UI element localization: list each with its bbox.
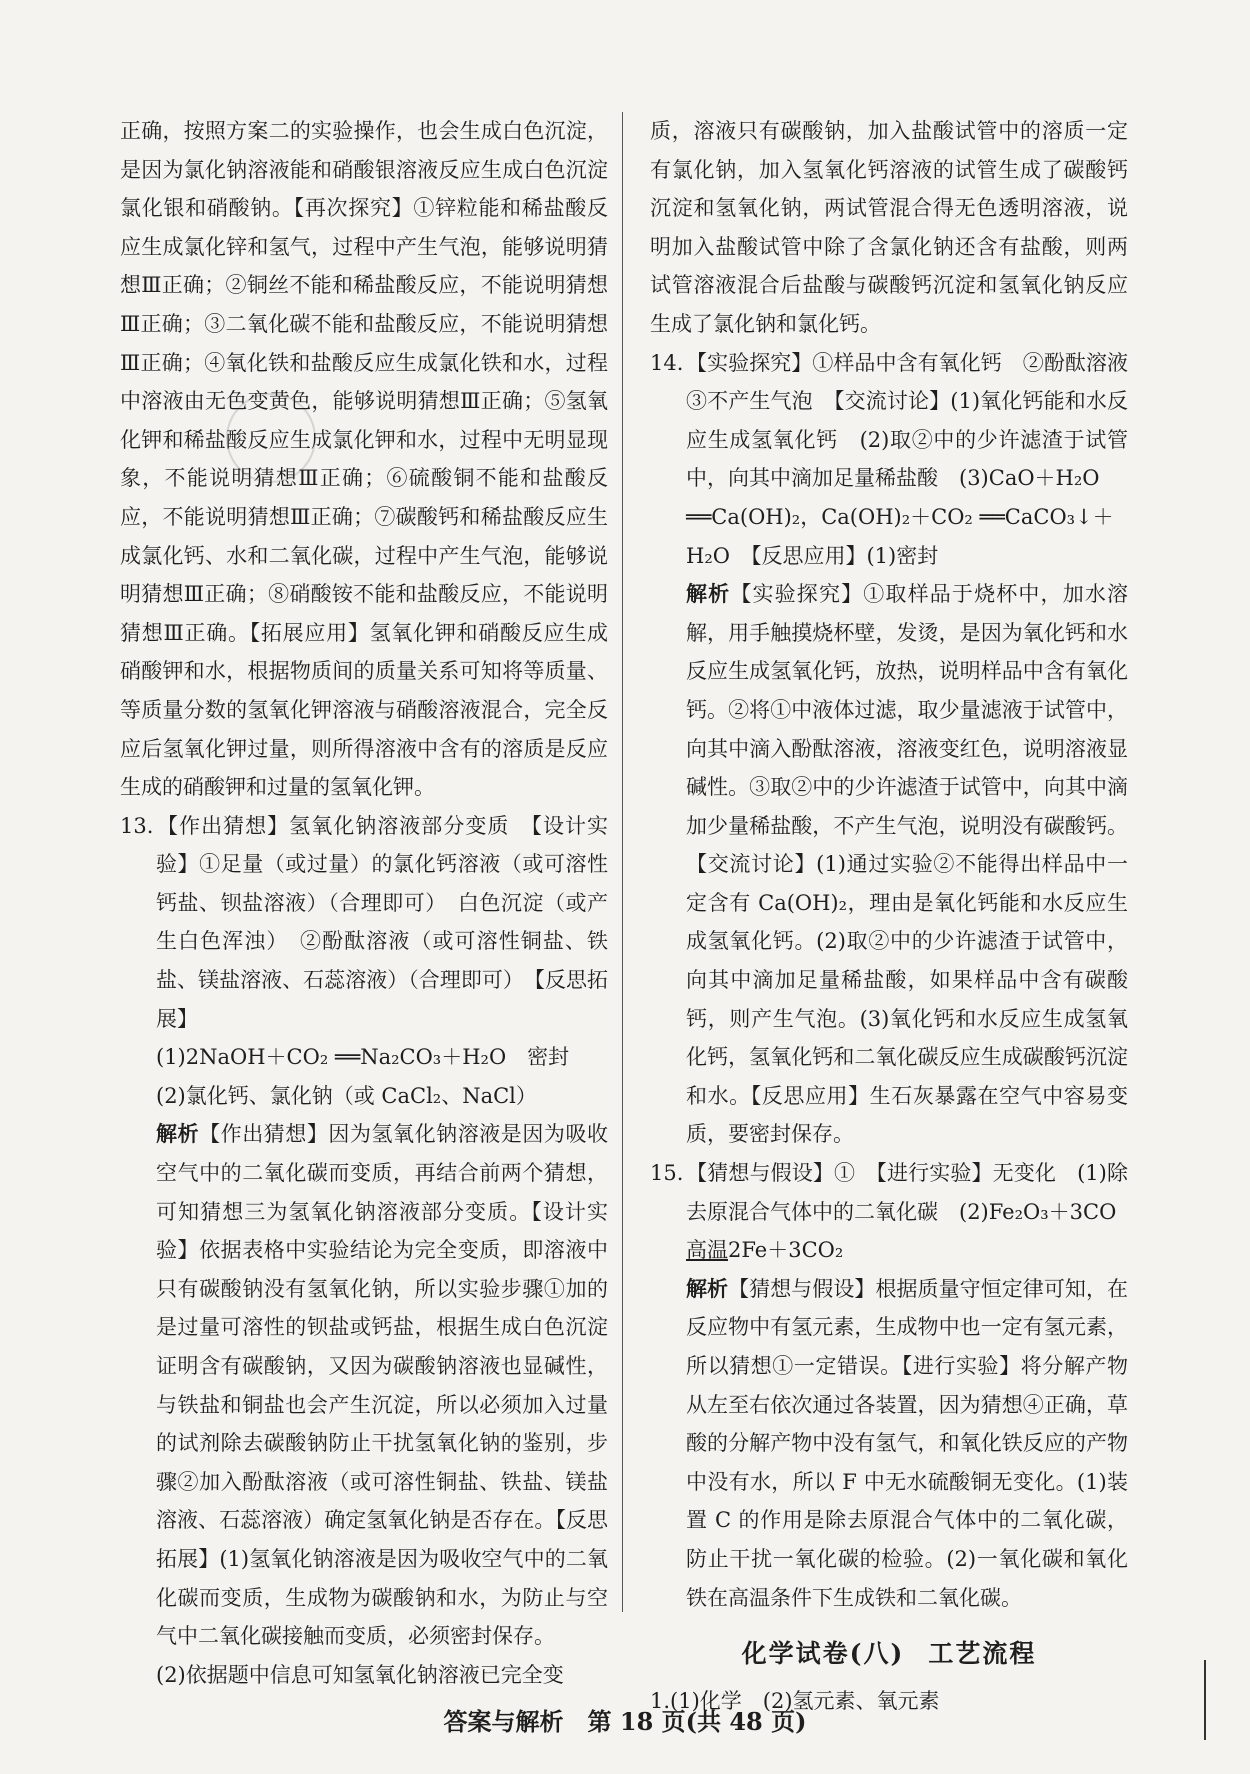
analysis-text: 【实验探究】①取样品于烧杯中，加水溶解，用手触摸烧杯壁，发烫，是因为氧化钙和水反应生成氢氧化钙，放热，说明样品中含有氧化钙。②将①中液体过滤，取少量滤液于试管中，向其中滴入酚酞溶液，溶液变红色，说明溶液显碱性。③取②中的少许滤渣于试管中，向其中滴加少量稀盐酸，不产生气泡，说明没有碳酸钙。【交流讨论】(1)通过实验②不能得出样品中一定含有 Ca(OH)₂，理由是氧化钙能和水反应生成氢氧化钙。(2)取②中的少许滤渣于试管中，向其中滴加足量稀盐酸，如果样品中含有碳酸钙，则产生气泡。(3)氧化钙和水反应生成氢氧化钙，氢氧化钙和二氧化碳反应生成碳酸钙沉淀和水。【反思应用】生石灰暴露在空气中容易变质，要密封保存。 [686,582,1129,1147]
answer-text: 【猜想与假设】① 【进行实验】无变化 (1)除去原混合气体中的二氧化碳 (2)Fe₂O₃＋3CO [686,1161,1128,1224]
question-number: 14. [650,350,684,375]
right-column [650,112,1149,1720]
equation-line: (1)2NaOH＋CO₂ ══Na₂CO₃＋H₂O 密封 [156,1045,570,1070]
continued-analysis: 质，溶液只有碳酸钠，加入盐酸试管中的溶质一定有氯化钠，加入氢氧化钙溶液的试管生成了碳酸钙沉淀和氢氧化钠，两试管混合得无色透明溶液，说明加入盐酸试管中除了含氯化钠还含有盐酸，则两试管溶液混合后盐酸与碳酸钙沉淀和氢氧化钠反应生成了氯化钠和氯化钙。 [650,119,1128,336]
question-1: 1.(1)化学 (2)氢元素、氧元素 [650,1688,940,1713]
question-14 [650,344,1149,1154]
condition-label: 高温 [686,1238,728,1263]
analysis-label: 解析 [686,1275,729,1301]
answer-text: 【作出猜想】氢氧化钠溶液部分变质 【设计实验】①足量（或过量）的氯化钙溶液（或可溶性钙盐、钡盐溶液）（合理即可） 白色沉淀（或产生白色浑浊） ②酚酞溶液（或可溶性铜盐、铁盐、镁盐溶液、石蕊溶液）（合理即可） 【反思拓展】 [156,813,608,1031]
analysis-text: 【猜想与假设】根据质量守恒定律可知，在反应物中有氢元素，生成物中也一定有氢元素，所以猜想①一定错误。【进行实验】将分解产物从左至右依次通过各装置，因为猜想④正确，草酸的分解产物中没有氢气，和氧化铁反应的产物中没有水，所以 F 中无水硫酸铜无变化。(1)装置 C 的作用是除去原混合气体中的二氧化碳，防止干扰一氧化碳的检验。(2)一氧化碳和氧化铁在高温条件下生成铁和二氧化碳。 [686,1276,1129,1610]
column-divider [622,112,623,1612]
analysis-label: 解析 [156,1121,200,1147]
answer-line: (2)氯化钙、氯化钠（或 CaCl₂、NaCl） [156,1083,537,1108]
question-number: 13. [120,813,154,838]
question-15 [650,1154,1128,1617]
equation-line [686,1231,1128,1270]
analysis-text: 【作出猜想】因为氢氧化钠溶液是因为吸收空气中的二氧化碳而变质，再结合前两个猜想，可知猜想三为氢氧化钠溶液部分变质。【设计实验】依据表格中实验结论为完全变质，即溶液中只有碳酸钠没有氢氧化钠，所以实验步骤①加的是过量可溶性的钡盐或钙盐，根据生成白色沉淀证明含有碳酸钠，又因为碳酸钠溶液也显碱性，与铁盐和铜盐也会产生沉淀，所以必须加入过量的试剂除去碳酸钠防止干扰氢氧化钠的鉴别，步骤②加入酚酞溶液（或可溶性铜盐、铁盐、镁盐溶液、石蕊溶液）确定氢氧化钠是否存在。【反思拓展】(1)氢氧化钠溶液是因为吸收空气中的二氧化碳而变质，生成物为碳酸钠和水，为防止与空气中二氧化碳接触而变质，必须密封保存。 [156,1122,609,1649]
analysis-label: 解析 [686,581,731,607]
continued-analysis: 正确，按照方案二的实验操作，也会生成白色沉淀，是因为氯化钠溶液能和硝酸银溶液反应生成白色沉淀氯化银和硝酸钠。【再次探究】①锌粒能和稀盐酸反应生成氯化锌和氢气，过程中产生气泡，能够说明猜想Ⅲ正确；②铜丝不能和稀盐酸反应，不能说明猜想Ⅲ正确；③二氧化碳不能和盐酸反应，不能说明猜想Ⅲ正确；④氧化铁和盐酸反应生成氯化铁和水，过程中溶液由无色变黄色，能够说明猜想Ⅲ正确；⑤氢氧化钾和稀盐酸反应生成氯化钾和水，过程中无明显现象，不能说明猜想Ⅲ正确；⑥硫酸铜不能和盐酸反应，不能说明猜想Ⅲ正确；⑦碳酸钙和稀盐酸反应生成氯化钙、水和二氧化碳，过程中产生气泡，能够说明猜想Ⅲ正确；⑧硝酸铵不能和盐酸反应，不能说明猜想Ⅲ正确。【拓展应用】氢氧化钾和硝酸反应生成硝酸钾和水，根据物质间的质量关系可知将等质量、等质量分数的氢氧化钾溶液与硝酸溶液混合，完全反应后氢氧化钾过量，则所得溶液中含有的溶质是反应生成的硝酸钾和过量的氢氧化钾。 [120,119,608,800]
question-13 [120,807,608,1695]
answer-text: 【实验探究】①样品中含有氧化钙 ②酚酞溶液 ③不产生气泡 【交流讨论】(1)氧化钙能和水反应生成氢氧化钙 (2)取②中的少许滤渣于试管中，向其中滴加足量稀盐酸 (3)CaO＋H₂O [686,350,1149,491]
edge-mark [1204,1660,1206,1740]
answer-line: H₂O 【反思应用】(1)密封 [686,543,939,568]
question-number: 15. [650,1161,684,1186]
page-footer: 答案与解析 第 18 页(共 48 页) [443,1707,807,1736]
section-title-topic: 工艺流程 [928,1639,1037,1669]
equation-line: ══Ca(OH)₂，Ca(OH)₂＋CO₂ ══CaCO₃↓＋ [686,504,1114,529]
section-title [650,1635,1128,1674]
left-column [120,112,608,1694]
equation-product: 2Fe＋3CO₂ [728,1238,844,1263]
analysis-tail: (2)依据题中信息可知氢氧化钠溶液已完全变 [156,1662,564,1687]
section-title-main: 化学试卷(八) [741,1639,905,1669]
